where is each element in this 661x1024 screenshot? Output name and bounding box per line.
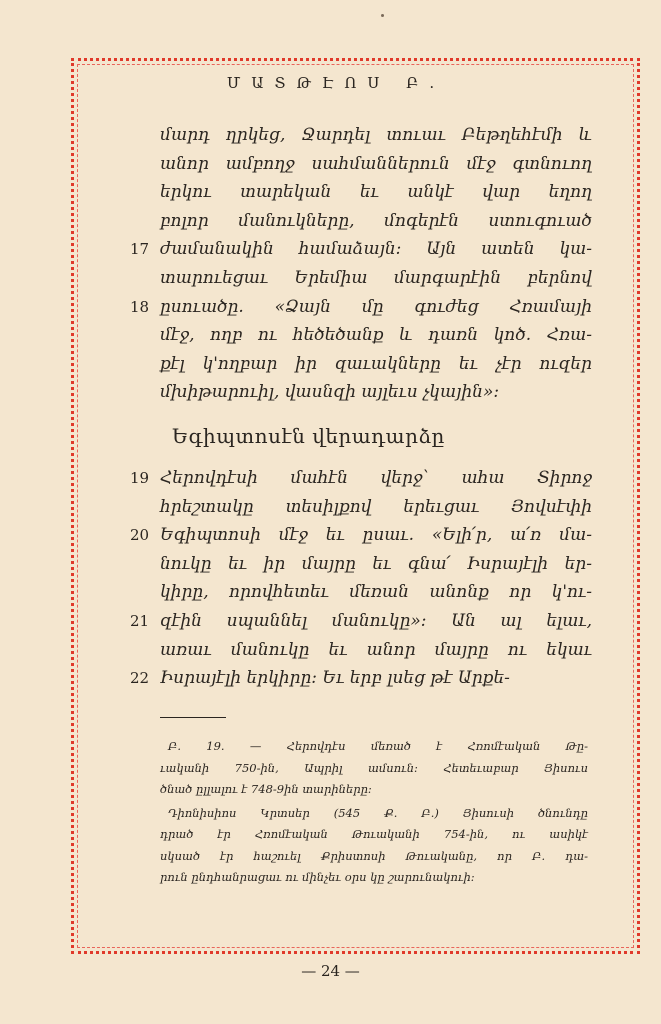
verse-line <box>130 521 592 550</box>
verse-number: 18 <box>130 297 150 316</box>
text-line: Հերովդէսի մահէն վերջ՝ ահա Տիրոջ <box>160 468 592 488</box>
text-line: տարուեցաւ Երեմիա մարգարէին բերնով <box>160 267 592 288</box>
print-mark <box>381 14 384 17</box>
footnote-line: Բ. 19. — Հերովդէս մեռած է Հռոմէական Թը- <box>168 739 588 753</box>
verse-number: 22 <box>130 669 150 688</box>
text-line: զէին սպաննել մանուկը»: Ան ալ ելաւ, <box>160 610 592 631</box>
verse-number: 21 <box>130 611 150 630</box>
verse-number: 19 <box>130 469 150 487</box>
passage-verses-19-22 <box>130 464 592 693</box>
passage-verses-16-18 <box>130 121 592 407</box>
footnotes <box>160 736 588 889</box>
page-number: — 24 — <box>301 962 360 980</box>
text-line: հրեշտակը տեսիլքով երեւցաւ Յովսէփի <box>160 496 592 517</box>
text-line: երկու տարեկան եւ անկէ վար եղող <box>160 182 592 203</box>
verse-number: 20 <box>130 526 150 545</box>
text-line: անոր ամբողջ սահմաններուն մէջ գտնուող <box>160 153 592 174</box>
text-line: Եգիպտոսի մէջ եւ ըսաւ. «Ելի՛ր, ա՛ռ մա- <box>160 525 592 546</box>
verse-line <box>130 464 592 493</box>
text-line: բոլոր մանուկները, մոգերէն ստուգուած <box>160 210 592 231</box>
text-line: կիրը, որովհետեւ մեռան անոնք որ կ'ու- <box>160 582 592 603</box>
footnote-line: ւականի 750-ին, Ապրիլ ամսուն: Հետեւաբար Յիսուս <box>160 760 588 775</box>
text-line: առաւ մանուկը եւ անոր մայրը ու եկաւ <box>160 639 592 660</box>
footnote-line: դրած էր Հռոմէական Թուականի 754-ին, ու ասիկէ <box>160 827 588 841</box>
footnote-line: Դիոնիսիոս Կրտսեր (545 Ք. Բ.) Յիսուսի ծնունդը <box>168 805 588 820</box>
section-heading: Եգիպտոսէն վերադարձը <box>172 424 445 448</box>
running-head: ՄԱՏԹԷՈՍ Բ. <box>226 74 446 92</box>
footnote-line: րուն ընդհանրացաւ ու մինչեւ օրս կը շարունակուի: <box>160 870 475 884</box>
verse-line <box>130 607 592 636</box>
footnote-line: սկսած էր հաշուել Քրիստոսի Թուականը, որ Բ. դա- <box>160 848 588 863</box>
footnote-line: ծնած ըլլալու է 748-9ին տարիները: <box>160 782 372 796</box>
verse-line <box>130 293 592 322</box>
text-line: ըսուածը. «Ձայն մը գուժեց Հռամայի <box>160 296 592 317</box>
text-line: մէջ, ողբ ու հեծեծանք և դառն կոծ. Հռա- <box>160 325 592 346</box>
text-line: քէլ կ'ողբար իր զաւակները եւ չէր ուզեր <box>160 353 592 374</box>
text-line: Իսրայէլի երկիրը: Եւ երբ լսեց թէ Արքե- <box>160 668 510 689</box>
verse-number: 17 <box>130 240 150 259</box>
text-line: մարդ ղրկեց, Ջարդել տուաւ Բեթղեհէմի և <box>160 125 592 145</box>
verse-line <box>130 235 592 264</box>
verse-line <box>130 664 592 693</box>
text-line: նուկը եւ իր մայրը եւ գնա՛ Իսրայէլի եր- <box>160 553 592 574</box>
text-line: ժամանակին համաձայն: Այն ատեն կա- <box>160 239 592 260</box>
footnote-divider <box>160 717 226 718</box>
text-line: մխիթարուիլ, վասնզի այլեւս չկային»: <box>160 382 500 403</box>
